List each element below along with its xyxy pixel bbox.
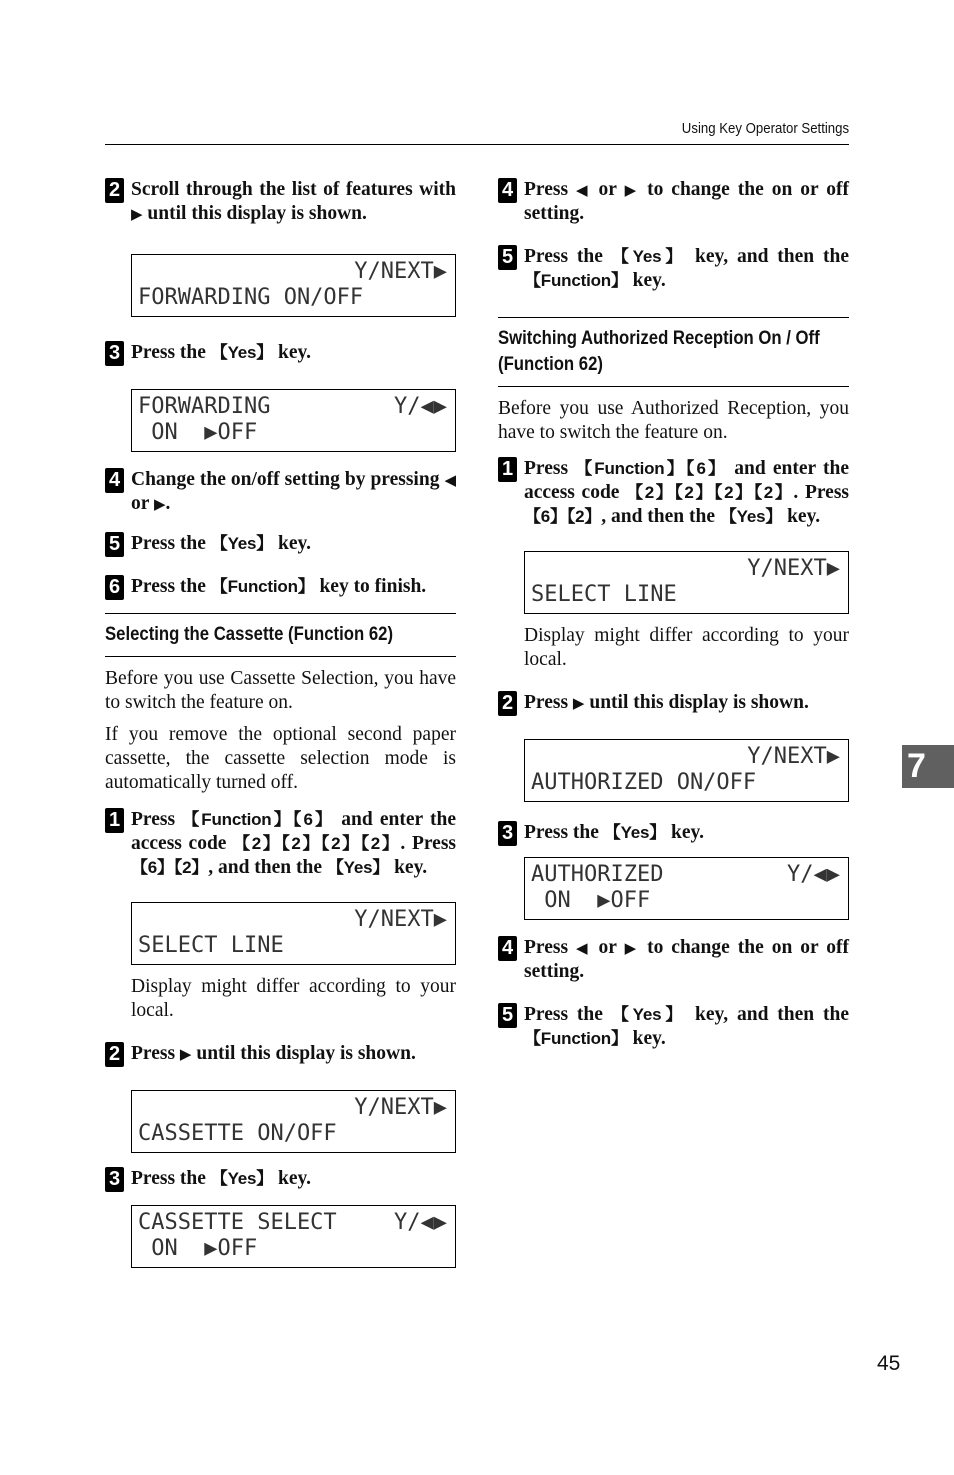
paragraph: Before you use Authorized Reception, you have to switch the feature on. xyxy=(498,398,849,443)
function-key: 【Function】 xyxy=(575,459,686,478)
step-change-setting: 4 Press ◀ or ▶ to change the on or off setting. xyxy=(498,936,849,984)
step-number: 1 xyxy=(105,808,124,833)
lcd-display: FORWARDING Y/◀▶ ON ▶OFF xyxy=(131,389,456,452)
yes-key: 【Yes】 xyxy=(611,1005,687,1024)
step-number: 2 xyxy=(105,178,124,203)
left-arrow-icon: ◀ xyxy=(576,939,591,957)
keys-6-2: 【6】【2】 xyxy=(131,858,209,877)
step-number: 3 xyxy=(105,341,124,366)
page-header xyxy=(105,118,849,145)
paragraph: Before you use Cassette Selection, you have to switch the feature on. xyxy=(105,668,456,713)
yes-key: 【Yes】 xyxy=(210,343,274,362)
step-enter-code: 1 Press 【Function】【6】 and enter the access code 【2】【2】【2】【2】. Press 【6】【2】, and then the 【Yes】 key. xyxy=(105,808,456,880)
paragraph: If you remove the optional second paper cassette, the cassette selection mode is automatically turned off. xyxy=(105,724,456,793)
key-6: 【6】 xyxy=(685,459,728,478)
page-number: 45 xyxy=(877,1352,901,1375)
lcd-display: Y/NEXT▶ AUTHORIZED ON/OFF xyxy=(524,739,849,802)
step-change-setting: 4 Press ◀ or ▶ to change the on or off setting. xyxy=(498,178,849,226)
step-number: 2 xyxy=(105,1042,124,1067)
lcd-display: Y/NEXT▶ FORWARDING ON/OFF xyxy=(131,254,456,317)
step-number: 4 xyxy=(498,936,517,961)
right-arrow-icon: ▶ xyxy=(572,694,585,712)
step-number: 2 xyxy=(498,691,517,716)
yes-key: 【Yes】 xyxy=(719,507,783,526)
yes-key: 【Yes】 xyxy=(210,534,274,553)
left-arrow-icon: ◀ xyxy=(444,471,456,489)
step-number: 1 xyxy=(498,457,517,482)
right-arrow-icon: ▶ xyxy=(624,181,640,199)
access-code-keys: 【2】【2】【2】【2】 xyxy=(233,834,401,853)
step-number: 5 xyxy=(105,532,124,557)
step-press-yes: 5 Press the 【Yes】 key. xyxy=(105,532,456,556)
step-number: 3 xyxy=(498,821,517,846)
yes-key: 【Yes】 xyxy=(603,823,667,842)
lcd-display: Y/NEXT▶ CASSETTE ON/OFF xyxy=(131,1090,456,1153)
step-enter-code: 1 Press 【Function】【6】 and enter the access code 【2】【2】【2】【2】. Press 【6】【2】, and then the 【Yes】 key. xyxy=(498,457,849,529)
function-key: 【Function】 xyxy=(210,577,315,596)
right-arrow-icon: ▶ xyxy=(153,495,166,513)
right-arrow-icon: ▶ xyxy=(131,205,143,223)
right-column xyxy=(498,178,849,1051)
step-scroll: 2 Press ▶ until this display is shown. xyxy=(105,1042,456,1066)
step-number: 5 xyxy=(498,1003,517,1028)
step-press-yes: 3 Press the 【Yes】 key. xyxy=(105,341,456,365)
lcd-display: Y/NEXT▶ SELECT LINE xyxy=(131,902,456,965)
note-text: Display might differ according to your local. xyxy=(131,976,456,1021)
section-heading: Switching Authorized Reception On / Off (Function 62) xyxy=(498,317,849,387)
step-press-yes: 3 Press the 【Yes】 key. xyxy=(498,821,849,845)
lcd-display: AUTHORIZED Y/◀▶ ON ▶OFF xyxy=(524,857,849,920)
step-number: 4 xyxy=(498,178,517,203)
yes-key: 【Yes】 xyxy=(611,247,687,266)
note-text: Display might differ according to your local. xyxy=(524,625,849,670)
step-scroll: 2 Press ▶ until this display is shown. xyxy=(498,691,849,715)
chapter-tab: 7 xyxy=(902,745,954,788)
step-press-yes-function: 5 Press the 【Yes】 key, and then the 【Function】 key. xyxy=(498,1003,849,1051)
left-arrow-icon: ◀ xyxy=(576,181,591,199)
step-number: 4 xyxy=(105,468,124,493)
lcd-display: Y/NEXT▶ SELECT LINE xyxy=(524,551,849,614)
function-key: 【Function】 xyxy=(182,810,293,829)
step-number: 6 xyxy=(105,575,124,600)
right-arrow-icon: ▶ xyxy=(624,939,640,957)
left-column xyxy=(105,178,456,1268)
yes-key: 【Yes】 xyxy=(326,858,390,877)
key-6: 【6】 xyxy=(292,810,335,829)
step-press-yes-function: 5 Press the 【Yes】 key, and then the 【Function】 key. xyxy=(498,245,849,293)
access-code-keys: 【2】【2】【2】【2】 xyxy=(626,483,794,502)
step-finish: 6 Press the 【Function】 key to finish. xyxy=(105,575,456,599)
section-heading: Selecting the Cassette (Function 62) xyxy=(105,613,456,657)
step-scroll: 2 Scroll through the list of features with ▶ until this display is shown. xyxy=(105,178,456,226)
keys-6-2: 【6】【2】 xyxy=(524,507,602,526)
right-arrow-icon: ▶ xyxy=(179,1045,192,1063)
lcd-display: CASSETTE SELECT Y/◀▶ ON ▶OFF xyxy=(131,1205,456,1268)
step-press-yes: 3 Press the 【Yes】 key. xyxy=(105,1167,456,1191)
step-number: 5 xyxy=(498,245,517,270)
function-key: 【Function】 xyxy=(524,1029,628,1048)
header-title: Using Key Operator Settings xyxy=(681,120,849,137)
function-key: 【Function】 xyxy=(524,271,628,290)
step-change-setting: 4 Change the on/off setting by pressing ◀ or ▶. xyxy=(105,468,456,516)
step-number: 3 xyxy=(105,1167,124,1192)
yes-key: 【Yes】 xyxy=(210,1169,274,1188)
